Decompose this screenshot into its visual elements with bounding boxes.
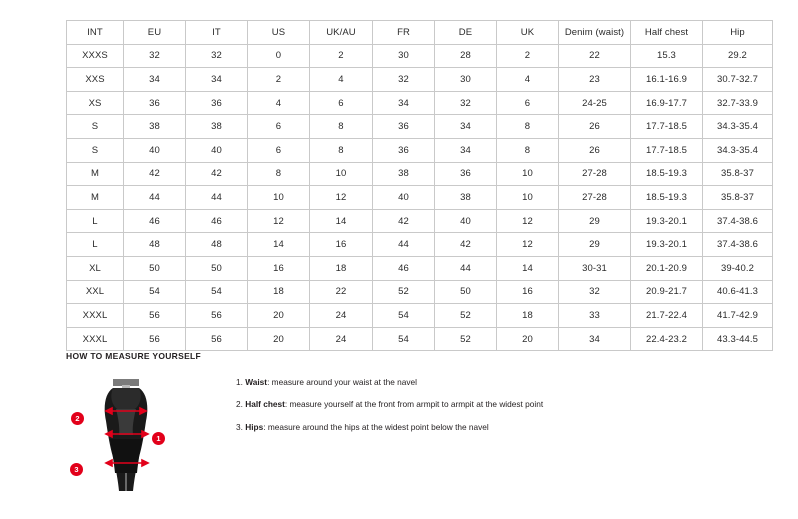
cell-fr: 54 [373,327,435,351]
cell-de: 34 [435,115,497,139]
cell-uk-au: 24 [310,304,373,328]
cell-hip: 34.3-35.4 [703,138,773,162]
table-row [67,162,773,186]
cell-int: M [67,186,124,210]
cell-uk: 14 [497,256,559,280]
table-row [67,304,773,328]
cell-uk: 10 [497,162,559,186]
measure-note-index: 2. [236,399,243,410]
cell-denim-waist: 29 [559,209,631,233]
cell-half-chest: 16.1-16.9 [631,68,703,92]
cell-denim-waist: 24-25 [559,91,631,115]
cell-it: 50 [186,256,248,280]
cell-int: M [67,162,124,186]
cell-uk: 12 [497,233,559,257]
cell-uk: 8 [497,115,559,139]
cell-denim-waist: 26 [559,115,631,139]
cell-uk-au: 4 [310,68,373,92]
cell-uk: 4 [497,68,559,92]
cell-int: L [67,209,124,233]
cell-fr: 44 [373,233,435,257]
cell-us: 20 [248,304,310,328]
cell-de: 40 [435,209,497,233]
table-row [67,256,773,280]
cell-uk-au: 16 [310,233,373,257]
cell-de: 50 [435,280,497,304]
cell-de: 44 [435,256,497,280]
size-chart-table [66,20,773,351]
cell-us: 6 [248,138,310,162]
table-row [67,138,773,162]
cell-eu: 44 [124,186,186,210]
cell-int: L [67,233,124,257]
cell-denim-waist: 29 [559,233,631,257]
cell-us: 2 [248,68,310,92]
cell-us: 12 [248,209,310,233]
cell-it: 46 [186,209,248,233]
measure-note-term: Waist [245,377,268,387]
measure-note-index: 3. [236,421,243,432]
cell-denim-waist: 27-28 [559,162,631,186]
cell-int: XL [67,256,124,280]
cell-it: 44 [186,186,248,210]
cell-us: 14 [248,233,310,257]
cell-uk: 10 [497,186,559,210]
size-chart-table-container [66,20,759,351]
cell-it: 48 [186,233,248,257]
cell-eu: 40 [124,138,186,162]
measure-note-term: Hips [245,421,264,432]
cell-uk: 18 [497,304,559,328]
measure-badge-2: 2 [71,412,84,425]
cell-us: 8 [248,162,310,186]
table-row [67,44,773,68]
cell-it: 34 [186,68,248,92]
measure-note-text: : measure yourself at the front from armpit to armpit at the widest point [284,399,544,410]
cell-uk: 6 [497,91,559,115]
cell-it: 42 [186,162,248,186]
measure-note-hips [236,422,543,432]
cell-half-chest: 16.9-17.7 [631,91,703,115]
measure-note-text: : measure around your waist at the navel [267,377,417,387]
cell-denim-waist: 33 [559,304,631,328]
cell-fr: 34 [373,91,435,115]
cell-half-chest: 18.5-19.3 [631,162,703,186]
cell-fr: 36 [373,115,435,139]
cell-de: 30 [435,68,497,92]
cell-half-chest: 17.7-18.5 [631,138,703,162]
cell-it: 56 [186,327,248,351]
table-row [67,91,773,115]
how-to-measure-body [66,371,766,501]
cell-fr: 52 [373,280,435,304]
cell-denim-waist: 30-31 [559,256,631,280]
table-row [67,115,773,139]
cell-hip: 43.3-44.5 [703,327,773,351]
cell-eu: 34 [124,68,186,92]
column-header-denim-waist: Denim (waist) [559,21,631,45]
cell-half-chest: 22.4-23.2 [631,327,703,351]
measure-badge-3: 3 [70,463,83,476]
column-header-us: US [248,21,310,45]
measure-badge-1: 1 [152,432,165,445]
table-row [67,327,773,351]
cell-de: 36 [435,162,497,186]
cell-int: XXS [67,68,124,92]
cell-it: 38 [186,115,248,139]
cell-int: XS [67,91,124,115]
cell-uk-au: 24 [310,327,373,351]
cell-hip: 30.7-32.7 [703,68,773,92]
cell-uk-au: 8 [310,138,373,162]
cell-fr: 46 [373,256,435,280]
cell-denim-waist: 26 [559,138,631,162]
cell-hip: 41.7-42.9 [703,304,773,328]
cell-us: 10 [248,186,310,210]
cell-hip: 37.4-38.6 [703,209,773,233]
cell-fr: 38 [373,162,435,186]
cell-fr: 30 [373,44,435,68]
cell-us: 20 [248,327,310,351]
table-row [67,68,773,92]
cell-fr: 32 [373,68,435,92]
cell-eu: 50 [124,256,186,280]
cell-fr: 54 [373,304,435,328]
cell-hip: 40.6-41.3 [703,280,773,304]
cell-half-chest: 19.3-20.1 [631,233,703,257]
cell-eu: 32 [124,44,186,68]
cell-us: 18 [248,280,310,304]
table-row [67,280,773,304]
cell-de: 52 [435,304,497,328]
measure-note-waist [236,377,543,387]
column-header-int: INT [67,21,124,45]
cell-hip: 29.2 [703,44,773,68]
cell-uk: 12 [497,209,559,233]
cell-eu: 38 [124,115,186,139]
column-header-eu: EU [124,21,186,45]
table-row [67,186,773,210]
cell-uk: 2 [497,44,559,68]
column-header-uk: UK [497,21,559,45]
column-header-fr: FR [373,21,435,45]
cell-denim-waist: 23 [559,68,631,92]
cell-eu: 56 [124,304,186,328]
table-row [67,209,773,233]
measure-notes [236,371,543,444]
cell-fr: 42 [373,209,435,233]
measure-note-text: : measure around the hips at the widest point below the navel [263,421,489,432]
column-header-it: IT [186,21,248,45]
cell-half-chest: 18.5-19.3 [631,186,703,210]
table-header-row [67,21,773,45]
cell-uk: 20 [497,327,559,351]
cell-int: XXXL [67,327,124,351]
measure-note-term: Half chest [245,399,285,410]
cell-hip: 35.8-37 [703,162,773,186]
cell-eu: 48 [124,233,186,257]
table-row [67,233,773,257]
cell-half-chest: 20.9-21.7 [631,280,703,304]
cell-half-chest: 21.7-22.4 [631,304,703,328]
cell-fr: 40 [373,186,435,210]
cell-half-chest: 20.1-20.9 [631,256,703,280]
cell-de: 34 [435,138,497,162]
cell-int: XXXS [67,44,124,68]
cell-hip: 34.3-35.4 [703,115,773,139]
cell-denim-waist: 27-28 [559,186,631,210]
cell-it: 56 [186,304,248,328]
cell-us: 0 [248,44,310,68]
cell-it: 54 [186,280,248,304]
cell-uk-au: 8 [310,115,373,139]
cell-us: 6 [248,115,310,139]
cell-half-chest: 15.3 [631,44,703,68]
cell-uk-au: 22 [310,280,373,304]
mannequin-figure [66,371,186,501]
cell-eu: 46 [124,209,186,233]
cell-uk: 16 [497,280,559,304]
cell-hip: 32.7-33.9 [703,91,773,115]
cell-hip: 39-40.2 [703,256,773,280]
cell-de: 52 [435,327,497,351]
cell-de: 32 [435,91,497,115]
measure-note-index: 1. [236,377,243,387]
cell-hip: 37.4-38.6 [703,233,773,257]
column-header-half-chest: Half chest [631,21,703,45]
cell-uk-au: 10 [310,162,373,186]
column-header-uk-au: UK/AU [310,21,373,45]
cell-uk-au: 2 [310,44,373,68]
cell-int: XXXL [67,304,124,328]
cell-de: 42 [435,233,497,257]
cell-hip: 35.8-37 [703,186,773,210]
cell-denim-waist: 32 [559,280,631,304]
cell-int: S [67,138,124,162]
column-header-de: DE [435,21,497,45]
cell-fr: 36 [373,138,435,162]
cell-denim-waist: 34 [559,327,631,351]
cell-us: 4 [248,91,310,115]
cell-uk-au: 6 [310,91,373,115]
cell-de: 28 [435,44,497,68]
cell-it: 32 [186,44,248,68]
column-header-hip: Hip [703,21,773,45]
cell-it: 40 [186,138,248,162]
cell-de: 38 [435,186,497,210]
cell-uk-au: 14 [310,209,373,233]
cell-uk-au: 18 [310,256,373,280]
how-to-measure-section [66,351,766,501]
cell-int: XXL [67,280,124,304]
cell-half-chest: 17.7-18.5 [631,115,703,139]
cell-it: 36 [186,91,248,115]
mannequin-illustration [100,377,152,495]
cell-eu: 56 [124,327,186,351]
cell-int: S [67,115,124,139]
cell-us: 16 [248,256,310,280]
cell-eu: 42 [124,162,186,186]
cell-uk: 8 [497,138,559,162]
measure-note-half-chest [236,399,543,409]
how-to-measure-title: HOW TO MEASURE YOURSELF [66,351,202,361]
cell-eu: 36 [124,91,186,115]
cell-eu: 54 [124,280,186,304]
cell-uk-au: 12 [310,186,373,210]
cell-half-chest: 19.3-20.1 [631,209,703,233]
cell-denim-waist: 22 [559,44,631,68]
